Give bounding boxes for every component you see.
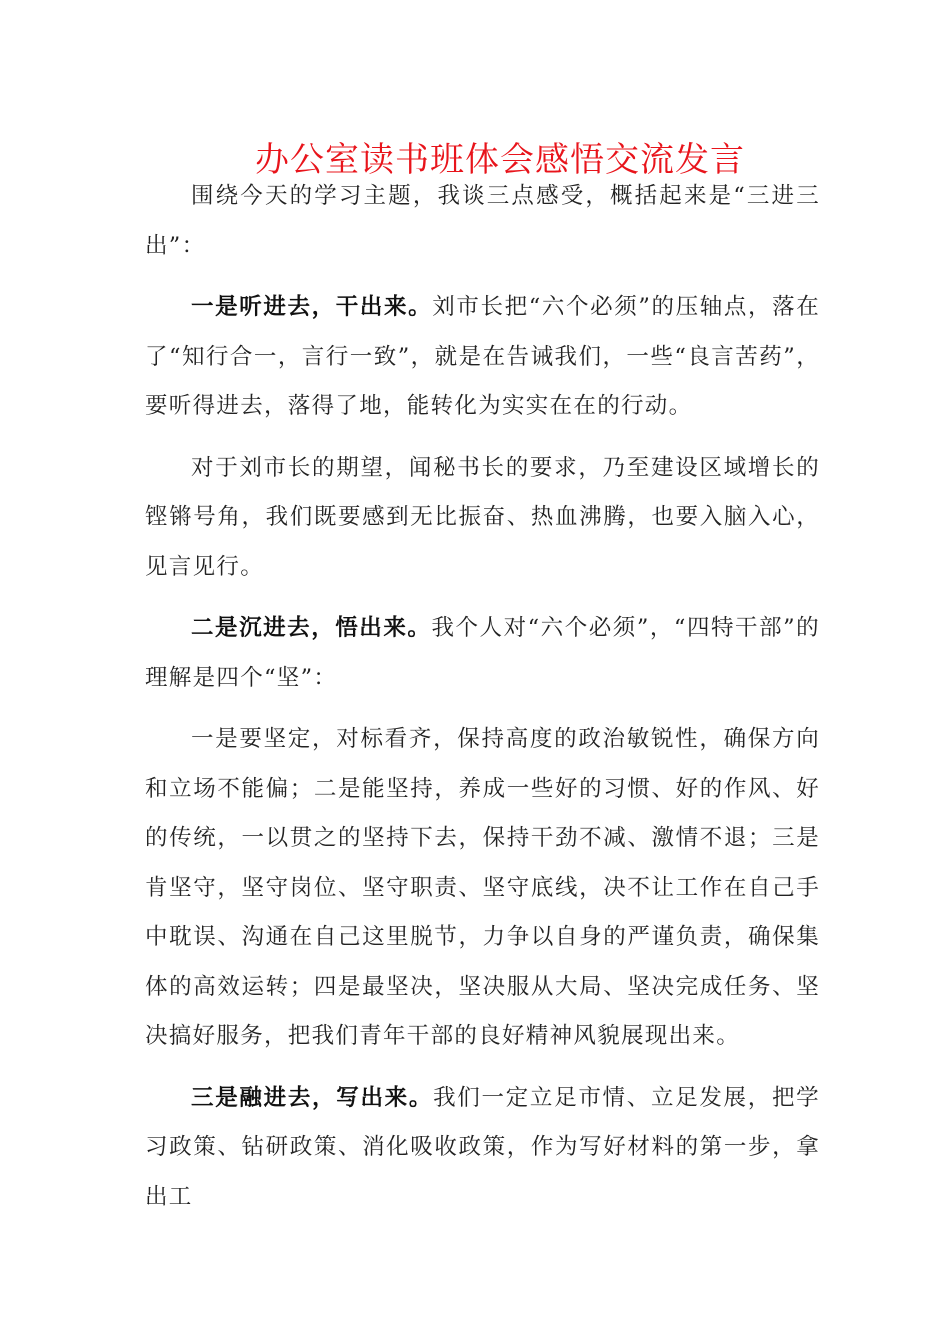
paragraph-lead: 三是融进去，写出来。 (191, 1084, 434, 1111)
paragraph-text: 我个人对“六个必须”，“四特干部”的理解是四个“坚”： (145, 615, 820, 691)
paragraph-text: 刘市长把“六个必须”的压轴点，落在了“知行合一，言行一致”，就是在告诫我们，一些“良言苦药”，要听得进去，落得了地，能转化为实实在在的行动。 (145, 294, 820, 419)
paragraph-point-three (145, 1074, 820, 1223)
document-body (145, 172, 820, 1222)
paragraph-point-two (145, 604, 820, 703)
paragraph-text: 对于刘市长的期望，闻秘书长的要求，乃至建设区域增长的铿锵号角，我们既要感到无比振奋、热血沸腾，也要入脑入心，见言见行。 (145, 454, 820, 580)
paragraph-lead: 一是听进去，干出来。 (191, 294, 433, 320)
paragraph-text: 我们一定立足市情、立足发展，把学习政策、钻研政策、消化吸收政策，作为写好材料的第一步，拿出工 (145, 1084, 820, 1210)
paragraph-lead: 二是沉进去，悟出来。 (191, 615, 432, 641)
document-title: 办公室读书班体会感悟交流发言 (255, 140, 745, 180)
paragraph-point-two-detail (145, 715, 820, 1062)
paragraph-point-one-detail (145, 444, 820, 593)
paragraph-intro (145, 172, 820, 271)
paragraph-text: 一是要坚定，对标看齐，保持高度的政治敏锐性，确保方向和立场不能偏；二是能坚持，养成一些好的习惯、好的作风、好的传统，一以贯之的坚持下去，保持干劲不减、激情不退；三是肯坚守，坚守岗位、坚守职责、坚守底线，决不让工作在自己手中耽误、沟通在自己这里脱节，力争以自身的严谨负责，确保集体的高效运转；四是最坚决，坚决服从大局、坚决完成任务、坚决搞好服务，把我们青年干部的良好精神风貌展现出来。 (145, 726, 820, 1049)
paragraph-point-one (145, 283, 820, 432)
paragraph-text: 围绕今天的学习主题，我谈三点感受，概括起来是“三进三出”： (145, 183, 820, 259)
